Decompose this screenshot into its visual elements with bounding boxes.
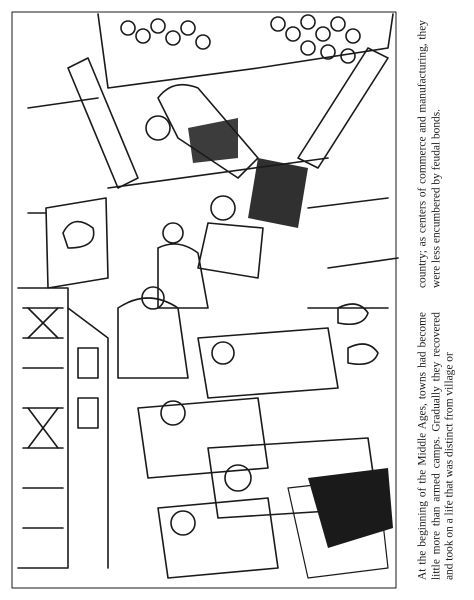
fruit-pile xyxy=(121,15,360,63)
animal xyxy=(348,344,378,364)
caption-text xyxy=(417,20,458,580)
animal xyxy=(338,304,368,324)
medieval-town-street-illustration xyxy=(8,8,400,592)
caption-column-2: country; as centers of commerce and manufacturing, they were less encumbered by feudal bonds. xyxy=(416,20,443,288)
shop-sign xyxy=(46,198,108,288)
caption-column-1: At the beginning of the Middle Ages, towns had become little more than armed camps. Gradually they recovered and took on a life that was distinct from village or xyxy=(416,312,456,580)
line-art-drawing xyxy=(8,8,400,592)
